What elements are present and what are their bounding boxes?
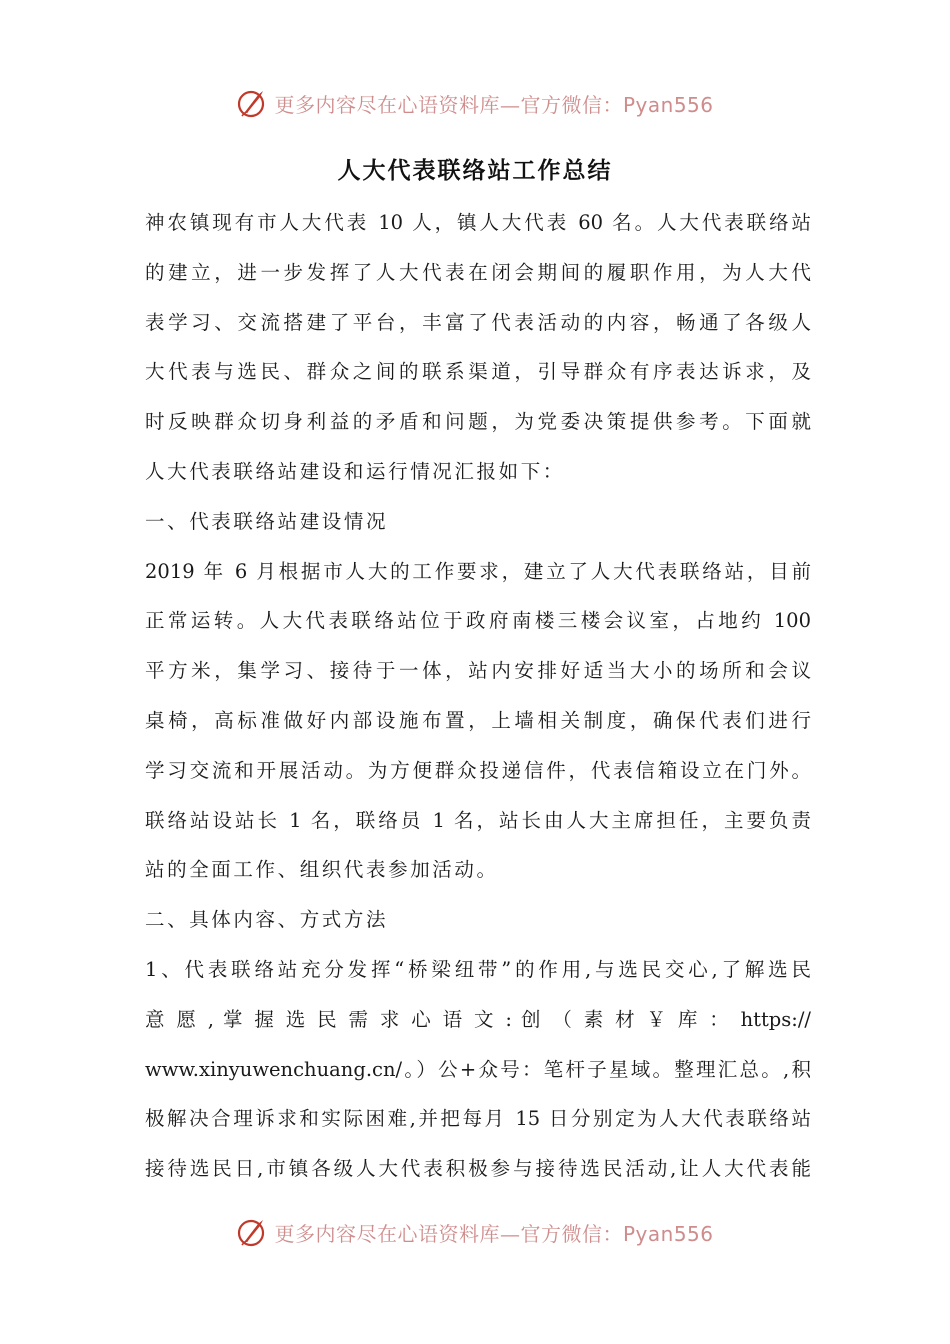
quill-logo-icon: [236, 1215, 270, 1249]
body-line: 极解决合理诉求和实际困难,并把每月 15 日分别定为人大代表联络站: [145, 1107, 811, 1131]
body-line: 意 愿 , 掌 握 选 民 需 求 心 语 文 : 创 （ 素 材 ￥ 库 ： https://: [145, 1007, 811, 1031]
footer-watermark-banner: [0, 1212, 950, 1252]
body-line: 接待选民日,市镇各级人大代表积极参与接待选民活动,让人大代表能: [145, 1157, 811, 1181]
section-heading: 一、代表联络站建设情况: [145, 509, 389, 533]
body-line: 平方米，集学习、接待于一体，站内安排好适当大小的场所和会议: [145, 659, 811, 683]
body-line: www.xinyuwenchuang.cn/。）公+众号：笔杆子星域。整理汇总。,积: [145, 1057, 811, 1081]
body-line: 神农镇现有市人大代表 10 人，镇人大代表 60 名。人大代表联络站: [145, 211, 811, 234]
body-line: 的建立，进一步发挥了人大代表在闭会期间的履职作用，为人大代: [145, 260, 811, 284]
body-line: 学习交流和开展活动。为方便群众投递信件，代表信箱设立在门外。: [145, 758, 811, 782]
body-line: 表学习、交流搭建了平台，丰富了代表活动的内容，畅通了各级人: [145, 310, 811, 334]
body-line: 正常运转。人大代表联络站位于政府南楼三楼会议室，占地约 100: [145, 609, 811, 633]
watermark-text: 更多内容尽在心语资料库—官方微信：Pyan556: [274, 92, 714, 117]
body-line: 联络站设站长 1 名，联络员 1 名，站长由人大主席担任，主要负责: [145, 808, 811, 832]
body-line: 桌椅，高标准做好内部设施布置，上墙相关制度，确保代表们进行: [145, 708, 811, 732]
body-line: 时反映群众切身利益的矛盾和问题，为党委决策提供参考。下面就: [145, 410, 811, 434]
header-watermark-banner: [0, 83, 950, 123]
document-body: [145, 198, 811, 1194]
body-line: 站的全面工作、组织代表参加活动。: [145, 858, 499, 882]
watermark-text: 更多内容尽在心语资料库—官方微信：Pyan556: [274, 1221, 714, 1246]
body-line: 人大代表联络站建设和运行情况汇报如下：: [145, 459, 565, 483]
body-line: 大代表与选民、群众之间的联系渠道，引导群众有序表达诉求，及: [145, 360, 811, 384]
document-title: 人大代表联络站工作总结: [337, 157, 613, 184]
body-line: 2019 年 6 月根据市人大的工作要求，建立了人大代表联络站，目前: [145, 559, 811, 583]
quill-logo-icon: [236, 86, 270, 120]
section-heading: 二、具体内容、方式方法: [145, 908, 389, 932]
body-line: 1、代表联络站充分发挥“桥梁纽带”的作用,与选民交心,了解选民: [145, 957, 811, 981]
